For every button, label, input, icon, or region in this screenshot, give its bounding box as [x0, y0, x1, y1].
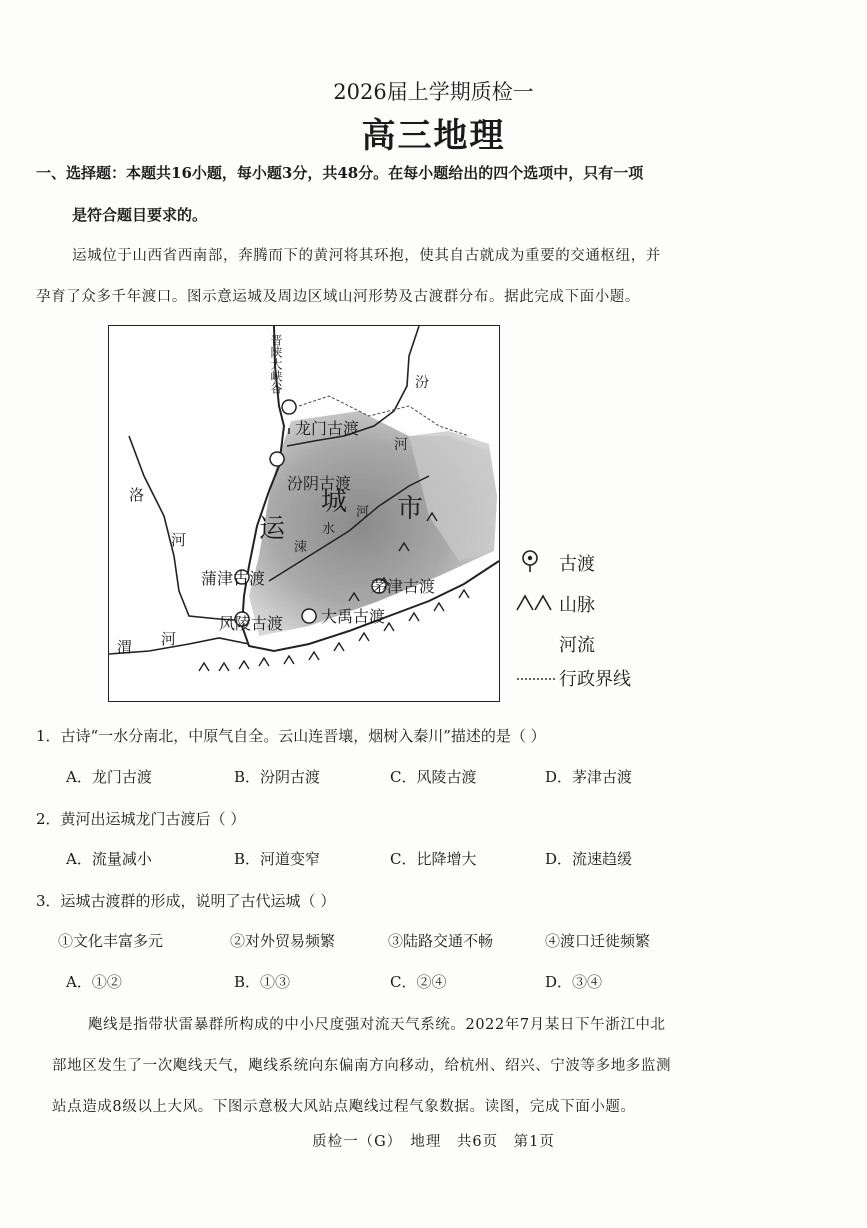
- label-dayu-ferry: 大禹古渡: [321, 607, 386, 626]
- luo-river: [129, 436, 249, 621]
- q1-option-c: C．风陵古渡: [390, 768, 477, 786]
- question-3-stem: 3．运城古渡群的形成，说明了古代运城（ ）: [36, 892, 336, 910]
- legend-boundary-label: 行政界线: [559, 669, 631, 690]
- label-longmen-ferry: 龙门古渡: [295, 419, 360, 438]
- label-luo-he: 河: [171, 531, 187, 549]
- legend-ferry: [515, 548, 595, 578]
- label-su: 涑: [294, 540, 308, 555]
- label-cheng: 城: [321, 487, 348, 517]
- legend-mountain-label: 山脉: [559, 595, 595, 616]
- intro2-line3: 站点造成8级以上大风。下图示意极大风站点飑线过程气象数据。读图，完成下面小题。: [52, 1099, 636, 1115]
- q3-option-a: A．①②: [66, 973, 122, 991]
- q3-option-c: C．②④: [390, 973, 447, 991]
- boundary-dash-icon: [515, 668, 559, 689]
- label-fen: 汾: [415, 375, 429, 391]
- label-yun: 运: [259, 514, 286, 544]
- q1-option-a: A．龙门古渡: [66, 768, 152, 786]
- q2-option-a: A．流量减小: [66, 850, 152, 868]
- question-1-stem: 1．古诗“一水分南北，中原气自全。云山连晋壤，烟树入秦川”描述的是（ ）: [36, 727, 546, 745]
- label-shi: 市: [397, 494, 424, 524]
- q1-option-d: D．茅津古渡: [545, 768, 633, 786]
- q1-option-b: B．汾阴古渡: [234, 768, 321, 786]
- q3-option-d: D．③④: [545, 973, 603, 991]
- q2-option-d: D．流速趋缓: [545, 850, 633, 868]
- mountain-chevron-icon: [515, 592, 559, 617]
- label-fen-he: 河: [394, 437, 408, 453]
- exam-name: 2026届上学期质检一: [333, 80, 534, 104]
- label-shui: 水: [322, 522, 336, 537]
- label-fengling-ferry: 风陵古渡: [219, 614, 284, 633]
- q2-option-b: B．河道变窄: [234, 850, 321, 868]
- label-jinshan-canyon: 晋陕大峡谷: [269, 334, 283, 394]
- label-maojin-ferry: 茅津古渡: [371, 577, 436, 596]
- label-wei-he: 河: [161, 630, 177, 648]
- legend-boundary: [515, 663, 631, 693]
- legend-mountain: [515, 589, 595, 619]
- intro2-line1: 飑线是指带状雷暴群所构成的中小尺度强对流天气系统。2022年7月某日下午浙江中北: [88, 1017, 666, 1033]
- page-title: 高三地理: [361, 116, 506, 156]
- label-fenyin-ferry: 汾阴古渡: [287, 474, 352, 493]
- yuncheng-map: [108, 325, 500, 702]
- section-heading-line1: 一、选择题：本题共16小题，每小题3分，共48分。在每小题给出的四个选项中，只有一项: [36, 164, 644, 182]
- label-su-he: 河: [356, 505, 370, 520]
- intro1-line1: 运城位于山西省西南部，奔腾而下的黄河将其环抱，使其自古就成为重要的交通枢纽，并: [72, 248, 661, 264]
- q3-statement-4: ④渡口迁徙频繁: [545, 932, 651, 950]
- legend-river: [515, 629, 595, 659]
- label-pujin-ferry: 蒲津古渡: [201, 569, 266, 588]
- legend-river-label: 河流: [559, 635, 595, 656]
- question-2-stem: 2．黄河出运城龙门古渡后（ ）: [36, 810, 246, 828]
- q2-option-c: C．比降增大: [390, 850, 477, 868]
- label-luo: 洛: [129, 486, 145, 504]
- ferry-pin-icon: [515, 548, 559, 579]
- section-heading-line2: 是符合题目要求的。: [72, 206, 208, 224]
- q3-statement-3: ③陆路交通不畅: [388, 932, 494, 950]
- intro2-line2: 部地区发生了一次飑线天气，飑线系统向东偏南方向移动，给杭州、绍兴、宁波等多地多监测: [52, 1058, 672, 1074]
- q3-statement-1: ①文化丰富多元: [58, 932, 164, 950]
- q3-option-b: B．①③: [234, 973, 291, 991]
- intro1-line2: 孕育了众多千年渡口。图示意运城及周边区域山河形势及古渡群分布。据此完成下面小题。: [36, 289, 640, 305]
- legend-ferry-label: 古渡: [559, 554, 595, 575]
- page-footer: 质检一（G） 地理 共6页 第1页: [312, 1134, 555, 1150]
- q3-statement-2: ②对外贸易频繁: [230, 932, 336, 950]
- label-wei: 渭: [117, 638, 133, 656]
